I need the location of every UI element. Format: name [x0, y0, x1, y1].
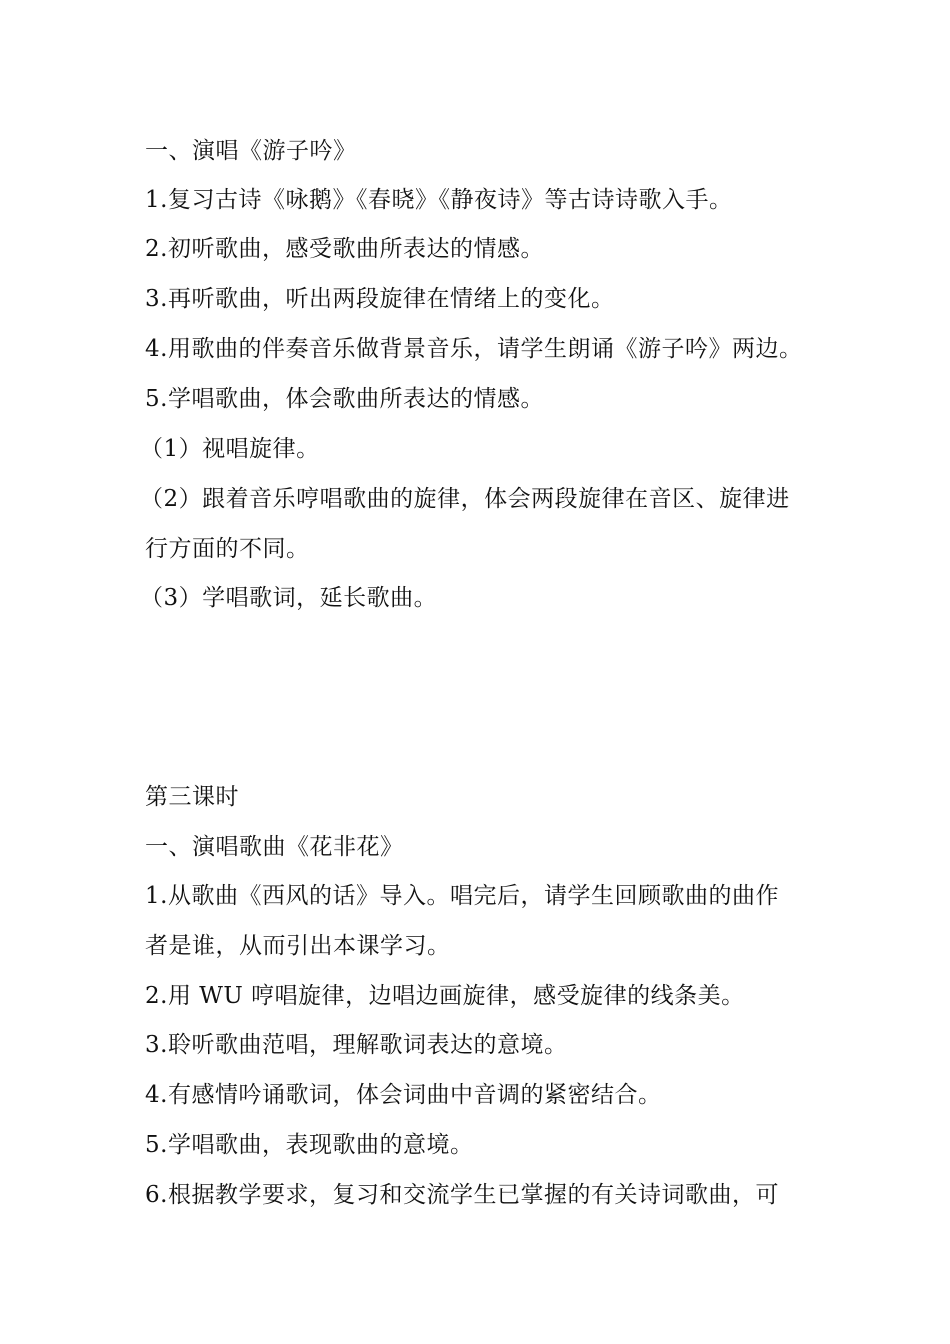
lesson3-step-3: 3.聆听歌曲范唱，理解歌词表达的意境。: [145, 1032, 568, 1058]
lesson3-step-4: 4.有感情吟诵歌词，体会词曲中音调的紧密结合。: [145, 1082, 662, 1108]
lesson3-step-2: 2.用 WU 哼唱旋律，边唱边画旋律，感受旋律的线条美。: [145, 983, 745, 1009]
lesson-title: 第三课时: [145, 784, 239, 810]
section-heading-youziyin: 一、演唱《游子吟》: [145, 138, 357, 164]
lesson3-step-5: 5.学唱歌曲，表现歌曲的意境。: [145, 1132, 474, 1158]
section-heading-huafeihua: 一、演唱歌曲《花非花》: [145, 834, 404, 860]
step-5: 5.学唱歌曲，体会歌曲所表达的情感。: [145, 386, 544, 412]
substep-3: （3）学唱歌词，延长歌曲。: [140, 585, 438, 611]
step-3: 3.再听歌曲，听出两段旋律在情绪上的变化。: [145, 286, 615, 312]
substep-1: （1）视唱旋律。: [140, 436, 320, 462]
step-2: 2.初听歌曲，感受歌曲所表达的情感。: [145, 236, 544, 262]
lesson3-step-6: 6.根据教学要求，复习和交流学生已掌握的有关诗词歌曲，可: [145, 1182, 779, 1208]
step-4: 4.用歌曲的伴奏音乐做背景音乐，请学生朗诵《游子吟》两边。: [145, 336, 803, 362]
lesson3-step-1-continued: 者是谁，从而引出本课学习。: [145, 933, 451, 959]
substep-2-continued: 行方面的不同。: [145, 536, 310, 562]
lesson3-step-1: 1.从歌曲《西风的话》导入。唱完后，请学生回顾歌曲的曲作: [145, 883, 779, 909]
step-1: 1.复习古诗《咏鹅》《春晓》《静夜诗》等古诗诗歌入手。: [145, 187, 733, 213]
substep-2: （2）跟着音乐哼唱歌曲的旋律，体会两段旋律在音区、旋律进: [140, 486, 790, 512]
